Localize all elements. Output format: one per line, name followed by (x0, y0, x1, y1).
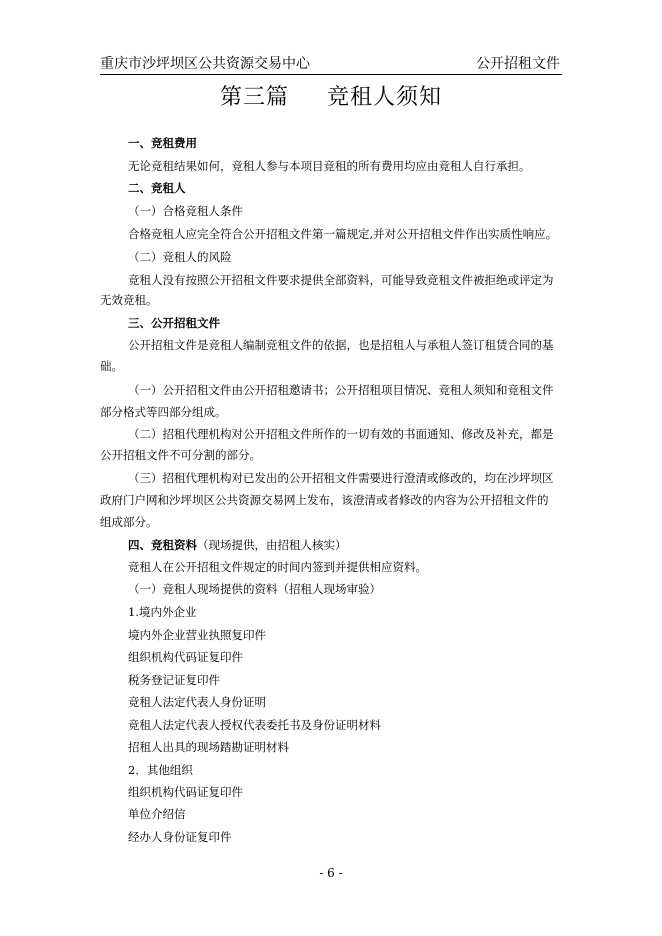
section-heading-documents: 三、公开招租文件 (128, 316, 220, 330)
title-part: 第三篇 (219, 85, 289, 110)
list-item: 境内外企业营业执照复印件 (128, 628, 266, 642)
list-item: 税务登记证复印件 (128, 673, 220, 687)
paragraph-line: 政府门户网和沙坪坝区公共资源交易网上发布，该澄清或者修改的内容为公开招租文件的 (100, 493, 549, 507)
page-number: - 6 - (319, 866, 343, 880)
paragraph: 无论竞租结果如何，竞租人参与本项目竞租的所有费用均应由竞租人自行承担。 (128, 159, 531, 173)
list-item: 竞租人法定代表人身份证明 (128, 695, 266, 709)
section-heading-bidder: 二、竞租人 (128, 181, 186, 195)
section-heading-materials: 四、竞租资料 (128, 538, 197, 552)
paragraph-line: 竞租人没有按照公开招租文件要求提供全部资料，可能导致竞租文件被拒绝或评定为 (128, 273, 554, 287)
paragraph-line: 公开招租文件不可分割的部分。 (100, 448, 261, 462)
list-item: 组织机构代码证复印件 (128, 785, 243, 799)
subheading: （二）竞租人的风险 (128, 250, 232, 264)
page-header (100, 50, 562, 75)
paragraph-line: 部分格式等四部分组成。 (100, 405, 227, 419)
paragraph-line: （一）公开招租文件由公开招租邀请书；公开招租项目情况、竞租人须知和竞租文件 (128, 383, 554, 397)
section-heading-note: （现场提供，由招租人核实） (197, 538, 347, 552)
list-item: 组织机构代码证复印件 (128, 650, 243, 664)
list-item: 招租人出具的现场踏勘证明材料 (128, 740, 289, 754)
list-item: 单位介绍信 (128, 807, 186, 821)
section-heading-materials-row (128, 537, 347, 553)
section-heading-fees: 一、竞租费用 (128, 136, 197, 150)
list-item: 竞租人法定代表人授权代表委托书及身份证明材料 (128, 718, 381, 732)
subheading: （一）竞租人现场提供的资料（招租人现场审验） (128, 582, 381, 596)
paragraph-line: （二）招租代理机构对公开招租文件所作的一切有效的书面通知、修改及补充，都是 (128, 427, 554, 441)
subheading: （一）合格竞租人条件 (128, 204, 243, 218)
list-item: 2．其他组织 (128, 763, 193, 777)
title-name: 竞租人须知 (327, 85, 443, 110)
paragraph-line: （三）招租代理机构对已发出的公开招租文件需要进行澄清或修改的，均在沙坪坝区 (128, 471, 554, 485)
paragraph-line: 组成部分。 (100, 515, 158, 529)
list-item: 经办人身份证复印件 (128, 830, 232, 844)
list-item: 1.境内外企业 (128, 605, 197, 619)
paragraph-line: 公开招租文件是竞租人编制竞租文件的依据，也是招租人与承租人签订租赁合同的基 (128, 338, 554, 352)
paragraph-line: 础。 (100, 359, 123, 373)
paragraph: 合格竞租人应完全符合公开招租文件第一篇规定,并对公开招租文件作出实质性响应。 (128, 227, 558, 241)
page-title (100, 80, 562, 111)
header-doc-type: 公开招租文件 (476, 56, 560, 72)
paragraph-line: 无效竞租。 (100, 293, 158, 307)
header-org-name: 重庆市沙坪坝区公共资源交易中心 (100, 56, 310, 72)
paragraph: 竞租人在公开招租文件规定的时间内签到并提供相应资料。 (128, 560, 427, 574)
